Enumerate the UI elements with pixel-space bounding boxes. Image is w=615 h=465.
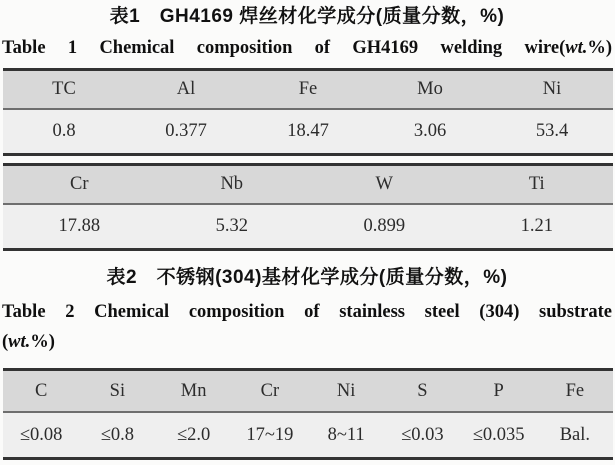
table2-caption-en	[2, 297, 612, 357]
header-cell: Fe	[537, 370, 613, 413]
header-cell: Al	[125, 70, 247, 110]
value-cell: 0.377	[125, 109, 247, 155]
value-cell: 0.899	[308, 204, 461, 250]
table2-caption-en-text: Chemical composition of stainless steel (304) substrate	[94, 302, 613, 322]
value-cell: 1.21	[461, 204, 614, 250]
value-cell: 5.32	[156, 204, 309, 250]
table1-part1	[3, 68, 613, 156]
header-cell: Cr	[3, 165, 156, 205]
table2-value-row	[3, 412, 613, 459]
value-cell: 8~11	[308, 412, 384, 459]
value-cell: 17~19	[232, 412, 308, 459]
value-cell: ≤2.0	[156, 412, 232, 459]
table1-part1-header-row	[3, 70, 613, 110]
value-cell: 17.88	[3, 204, 156, 250]
table2-caption-en-line1	[2, 297, 612, 327]
value-cell: ≤0.08	[3, 412, 79, 459]
header-cell: Cr	[232, 370, 308, 413]
table1-part2	[3, 163, 613, 251]
table1-part2-header-row	[3, 165, 613, 205]
table2-caption-en-line2: (wt.%)	[2, 332, 55, 352]
table1-caption-en-label: Table 1	[2, 38, 78, 58]
table2	[3, 368, 613, 460]
table1-caption-en-text: Chemical composition of GH4169 welding wire(wt.%)	[99, 38, 613, 58]
header-cell: Nb	[156, 165, 309, 205]
table1-caption-en	[2, 36, 612, 60]
header-cell: Si	[79, 370, 155, 413]
header-cell: Fe	[247, 70, 369, 110]
table2-caption-zh: 表2 不锈钢(304)基材化学成分(质量分数，%)	[106, 267, 508, 288]
header-cell: Mo	[369, 70, 491, 110]
wt-italic: wt.	[8, 332, 31, 352]
header-cell: W	[308, 165, 461, 205]
table1-caption-zh: 表1 GH4169 焊丝材化学成分(质量分数，%)	[109, 6, 505, 27]
value-cell: 18.47	[247, 109, 369, 155]
header-cell: P	[461, 370, 537, 413]
table2-header-row	[3, 370, 613, 413]
table2-caption-en-label: Table 2	[2, 302, 75, 322]
header-cell: Ti	[461, 165, 614, 205]
table1-part1-value-row	[3, 109, 613, 155]
table1-part2-value-row	[3, 204, 613, 250]
value-cell: ≤0.03	[384, 412, 460, 459]
value-cell: ≤0.8	[79, 412, 155, 459]
header-cell: S	[384, 370, 460, 413]
value-cell: Bal.	[537, 412, 613, 459]
header-cell: Mn	[156, 370, 232, 413]
value-cell: 53.4	[491, 109, 613, 155]
value-cell: ≤0.035	[461, 412, 537, 459]
header-cell: Ni	[491, 70, 613, 110]
value-cell: 3.06	[369, 109, 491, 155]
header-cell: C	[3, 370, 79, 413]
header-cell: TC	[3, 70, 125, 110]
header-cell: Ni	[308, 370, 384, 413]
wt-italic: wt.	[565, 38, 588, 58]
value-cell: 0.8	[3, 109, 125, 155]
